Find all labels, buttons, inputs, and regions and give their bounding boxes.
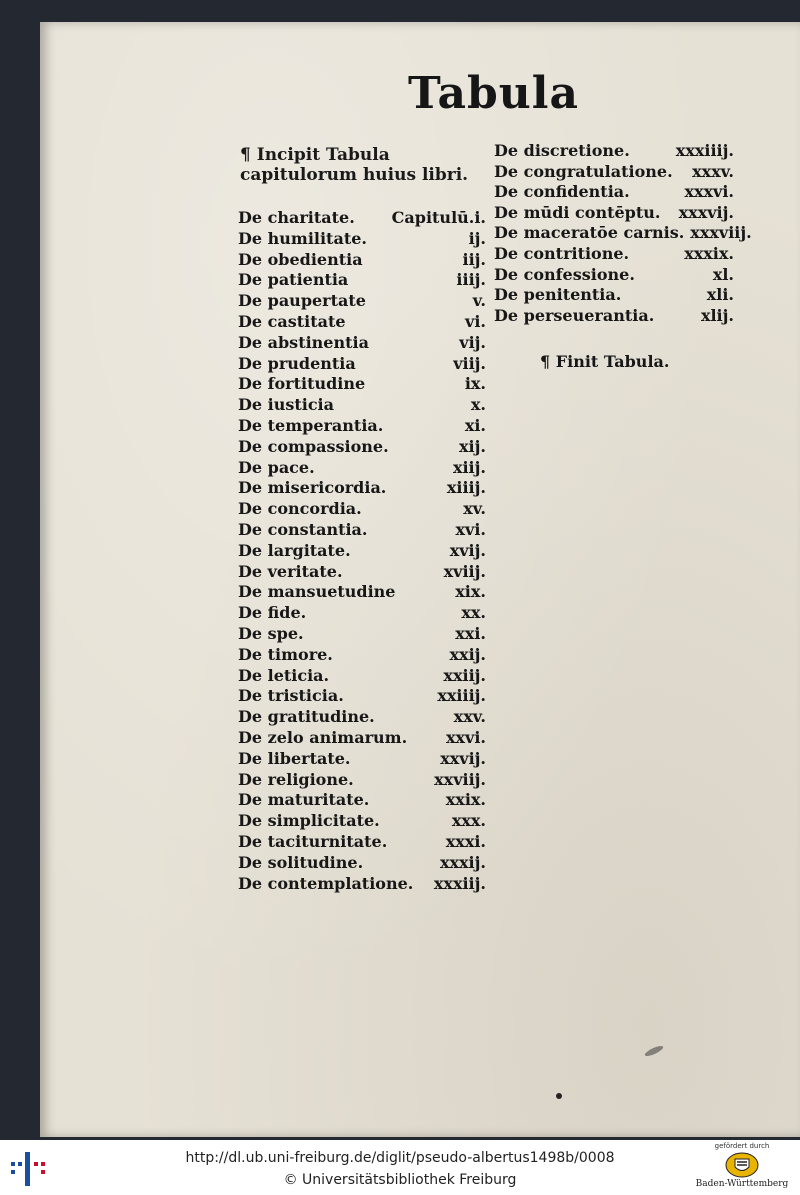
- baden-wuerttemberg-crest-icon: [725, 1152, 759, 1178]
- pilcrow-icon: ¶: [540, 352, 551, 371]
- chapter-number: xxvi.: [445, 727, 486, 747]
- chapter-entry: [494, 162, 734, 183]
- chapter-number: xxxix.: [684, 243, 734, 263]
- chapter-entry: [494, 265, 734, 286]
- chapter-title: De gratitudine.: [238, 707, 375, 727]
- chapter-entry: [494, 182, 734, 203]
- page-url[interactable]: http://dl.ub.uni-freiburg.de/diglit/pseudo-albertus1498b/0008: [185, 1150, 615, 1166]
- chapter-entry: [238, 208, 486, 229]
- chapter-number: xxi.: [455, 623, 486, 643]
- chapter-title: De tristicia.: [238, 686, 344, 706]
- chapter-title: De zelo animarum.: [238, 727, 408, 747]
- chapter-number: xxiiij.: [437, 686, 486, 706]
- chapter-list-right: [494, 141, 752, 326]
- chapter-entry: [238, 416, 486, 437]
- chapter-entry: [238, 499, 486, 520]
- chapter-entry: [238, 333, 486, 354]
- sponsor-label: gefördert durch: [714, 1142, 770, 1150]
- chapter-title: De mūdi contēptu.: [494, 202, 661, 222]
- chapter-entry: [238, 229, 486, 250]
- chapter-title: De obedientia: [238, 249, 363, 269]
- chapter-title: De maceratōe carnis.: [494, 223, 685, 243]
- chapter-entry: [238, 541, 486, 562]
- chapter-entry: [238, 520, 486, 541]
- chapter-title: De largitate.: [238, 540, 351, 560]
- chapter-entry: [238, 437, 486, 458]
- chapter-entry: [238, 624, 486, 645]
- chapter-entry: [238, 707, 486, 728]
- ink-dot: [556, 1093, 562, 1099]
- chapter-number: xvi.: [455, 519, 486, 539]
- chapter-number: xij.: [459, 436, 486, 456]
- pilcrow-icon: ¶: [240, 145, 251, 165]
- chapter-title: De congratulatione.: [494, 161, 673, 181]
- incipit-text: Incipit Tabula capitulorum huius libri.: [240, 145, 469, 185]
- sponsor-block: [690, 1142, 794, 1194]
- chapter-number: vij.: [459, 332, 486, 352]
- chapter-title: De discretione.: [494, 141, 630, 160]
- chapter-entry: [238, 458, 486, 479]
- chapter-number: iiij.: [456, 270, 486, 290]
- chapter-entry: [238, 374, 486, 395]
- chapter-number: ij.: [468, 228, 486, 248]
- chapter-entry: [238, 666, 486, 687]
- chapter-list-left: [238, 208, 486, 894]
- chapter-number: xxx.: [451, 811, 486, 831]
- chapter-title: De temperantia.: [238, 415, 384, 435]
- chapter-number: xxiij.: [443, 665, 486, 685]
- chapter-entry: [238, 562, 486, 583]
- incipit-heading: [240, 145, 490, 185]
- chapter-title: De concordia.: [238, 499, 362, 519]
- chapter-number: xxxvij.: [678, 202, 734, 222]
- chapter-entry: [494, 244, 734, 265]
- chapter-number: Capitulū.i.: [391, 208, 486, 227]
- chapter-number: xiij.: [452, 457, 486, 477]
- chapter-title: De charitate.: [238, 208, 355, 227]
- chapter-title: De abstinentia: [238, 332, 369, 352]
- chapter-number: xxxij.: [439, 852, 486, 872]
- chapter-entry: [238, 603, 486, 624]
- chapter-number: xiiij.: [446, 478, 486, 498]
- chapter-entry: [238, 811, 486, 832]
- chapter-title: De timore.: [238, 644, 333, 664]
- chapter-entry: [494, 306, 734, 327]
- chapter-number: xviij.: [443, 561, 486, 581]
- chapter-number: xxxvi.: [684, 182, 734, 202]
- chapter-number: xxvij.: [440, 748, 486, 768]
- chapter-number: xxviij.: [434, 769, 486, 789]
- chapter-entry: [238, 728, 486, 749]
- chapter-number: xxxiiij.: [675, 141, 734, 160]
- chapter-title: De contemplatione.: [238, 873, 414, 893]
- chapter-title: De mansuetudine: [238, 582, 396, 602]
- chapter-number: v.: [472, 291, 486, 311]
- footer-bar: [0, 1140, 800, 1195]
- chapter-number: xix.: [455, 582, 486, 602]
- chapter-entry: [238, 354, 486, 375]
- chapter-number: viij.: [453, 353, 486, 373]
- chapter-title: De libertate.: [238, 748, 351, 768]
- chapter-title: De pace.: [238, 457, 315, 477]
- chapter-title: De religione.: [238, 769, 354, 789]
- chapter-entry: [238, 790, 486, 811]
- chapter-number: xvij.: [449, 540, 486, 560]
- chapter-title: De compassione.: [238, 436, 389, 456]
- chapter-number: xi.: [464, 415, 486, 435]
- chapter-title: De patientia: [238, 270, 349, 290]
- chapter-entry: [238, 582, 486, 603]
- chapter-number: xl.: [712, 264, 734, 284]
- chapter-title: De confessione.: [494, 264, 635, 284]
- chapter-entry: [494, 285, 734, 306]
- chapter-entry: [238, 312, 486, 333]
- chapter-title: De constantia.: [238, 519, 368, 539]
- chapter-number: xx.: [461, 603, 486, 623]
- chapter-title: De iusticia: [238, 395, 334, 415]
- copyright-text: © Universitätsbibliothek Freiburg: [283, 1172, 517, 1188]
- chapter-number: xlij.: [700, 305, 734, 325]
- chapter-number: iij.: [462, 249, 486, 269]
- chapter-entry: [238, 770, 486, 791]
- chapter-number: ix.: [464, 374, 486, 394]
- chapter-entry: [494, 141, 734, 162]
- chapter-number: xxxviij.: [690, 223, 752, 243]
- chapter-title: De perseuerantia.: [494, 305, 655, 325]
- chapter-number: xli.: [706, 285, 734, 305]
- finit-text: Finit Tabula.: [555, 352, 670, 371]
- chapter-number: xxv.: [453, 707, 486, 727]
- chapter-title: De maturitate.: [238, 790, 370, 810]
- chapter-entry: [238, 686, 486, 707]
- chapter-title: De spe.: [238, 623, 304, 643]
- page-title: Tabula: [408, 68, 580, 119]
- chapter-entry: [238, 270, 486, 291]
- chapter-title: De leticia.: [238, 665, 330, 685]
- chapter-title: De veritate.: [238, 561, 343, 581]
- chapter-title: De castitate: [238, 311, 346, 331]
- chapter-entry: [238, 832, 486, 853]
- chapter-title: De fide.: [238, 603, 307, 623]
- chapter-entry: [238, 291, 486, 312]
- chapter-title: De fortitudine: [238, 374, 366, 394]
- chapter-number: xxix.: [445, 790, 486, 810]
- chapter-title: De confidentia.: [494, 182, 630, 202]
- chapter-entry: [494, 203, 734, 224]
- chapter-entry: [494, 223, 752, 244]
- chapter-number: x.: [470, 395, 486, 415]
- chapter-number: xxxi.: [445, 831, 486, 851]
- chapter-title: De taciturnitate.: [238, 831, 388, 851]
- chapter-title: De misericordia.: [238, 478, 387, 498]
- sponsor-name: Baden-Württemberg: [695, 1179, 789, 1189]
- chapter-entry: [238, 645, 486, 666]
- chapter-title: De simplicitate.: [238, 811, 380, 831]
- finit-line: [540, 352, 669, 371]
- chapter-title: De contritione.: [494, 243, 630, 263]
- chapter-title: De paupertate: [238, 291, 366, 311]
- chapter-title: De solitudine.: [238, 852, 364, 872]
- chapter-entry: [238, 250, 486, 271]
- chapter-entry: [238, 749, 486, 770]
- chapter-number: xxij.: [449, 644, 486, 664]
- chapter-entry: [238, 395, 486, 416]
- chapter-number: vi.: [465, 311, 486, 331]
- chapter-title: De penitentia.: [494, 285, 622, 305]
- chapter-entry: [238, 874, 486, 895]
- chapter-entry: [238, 478, 486, 499]
- chapter-title: De humilitate.: [238, 228, 367, 248]
- chapter-title: De prudentia: [238, 353, 356, 373]
- chapter-number: xxxiij.: [433, 873, 486, 893]
- chapter-number: xxxv.: [692, 161, 734, 181]
- chapter-entry: [238, 853, 486, 874]
- chapter-number: xv.: [463, 499, 486, 519]
